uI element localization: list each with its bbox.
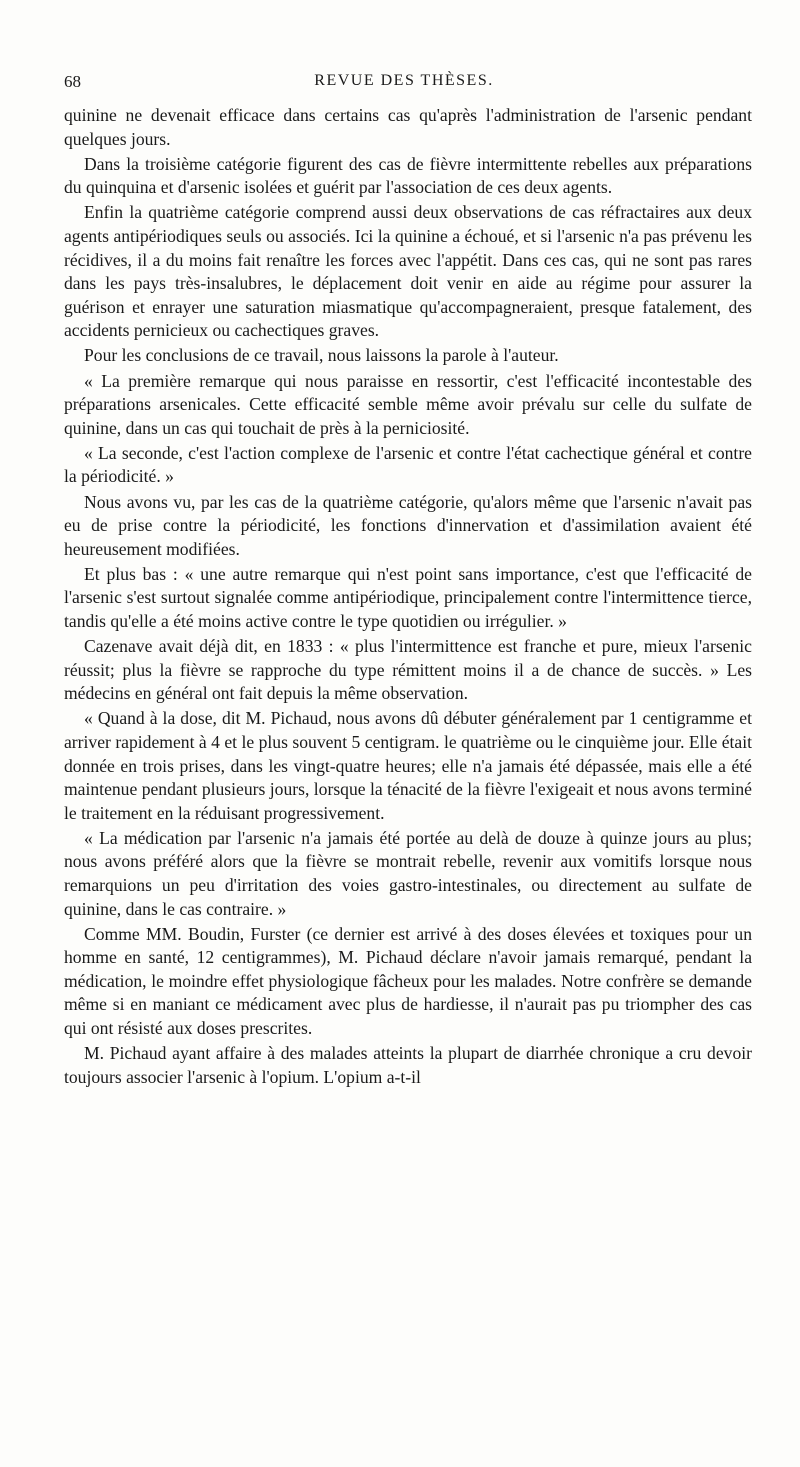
paragraph: Nous avons vu, par les cas de la quatrième catégorie, qu'alors même que l'arsenic n'avait pas eu de prise contre la périodicité, les fonctions d'innervation et d'assimilation avaient été heureusement modifiées.: [64, 491, 752, 559]
paragraph: Enfin la quatrième catégorie comprend aussi deux observations de cas réfractaires aux deux agents antipériodiques seuls ou associés. Ici la quinine a échoué, et si l'arsenic n'a pas prévenu les récidives, il a du moins fait renaître les forces avec l'appétit. Dans ces cas, qui ne sont pas rares dans les pays très-insalubres, le déplacement doit venir en aide au régime pour assurer la guérison et enrayer une saturation miasmatique qu'accompagneraient, presque fatalement, des accidents pernicieux ou cachectiques graves.: [64, 202, 752, 341]
paragraph: Dans la troisième catégorie figurent des cas de fièvre intermittente rebelles aux préparations du quinquina et d'arsenic isolées et guérit par l'association de ces deux agents.: [64, 153, 752, 198]
paragraph: M. Pichaud ayant affaire à des malades atteints la plupart de diarrhée chronique a cru devoir toujours associer l'arsenic à l'opium. L'opium a-t-il: [64, 1043, 752, 1087]
paragraph: « Quand à la dose, dit M. Pichaud, nous avons dû débuter généralement par 1 centigramme et arriver rapidement à 4 et le plus souvent 5 centigram. le quatrième ou le cinquième jour. Elle était donnée en trois prises, dans les vingt-quatre heures; elle n'a jamais été dépassée, mais elle a été maintenue pendant plusieurs jours, lorsque la ténacité de la fièvre l'exigeait et nous avons terminé le traitement en la réduisant progressivement.: [64, 708, 752, 823]
paragraph: quinine ne devenait efficace dans certains cas qu'après l'administration de l'arsenic pendant quelques jours.: [64, 105, 752, 149]
running-title: REVUE DES THÈSES.: [314, 72, 494, 89]
paragraph: « La première remarque qui nous paraisse en ressortir, c'est l'efficacité incontestable des préparations arsenicales. Cette efficacité semble même avoir prévalu sur celle du sulfate de quinine, dans un cas qui touchait de près à la perniciosité.: [64, 370, 752, 438]
paragraph: Pour les conclusions de ce travail, nous laissons la parole à l'auteur.: [84, 345, 559, 366]
paragraph: Comme MM. Boudin, Furster (ce dernier est arrivé à des doses élevées et toxiques pour un homme en santé, 12 centigrammes), M. Pichaud déclare n'avoir jamais remarqué, pendant la médication, le moindre effet physiologique fâcheux pour les malades. Notre confrère se demande même si en maniant ce médicament avec plus de hardiesse, il n'aurait pas pu triompher des cas qui ont résisté aux doses prescrites.: [64, 923, 752, 1039]
running-head: [64, 72, 744, 98]
paragraph: « La seconde, c'est l'action complexe de l'arsenic et contre l'état cachectique général et contre la périodicité. »: [64, 442, 752, 487]
paragraph: Cazenave avait déjà dit, en 1833 : « plus l'intermittence est franche et pure, mieux l'arsenic réussit; plus la fièvre se rapproche du type rémittent moins il a de chance de succès. » Les médecins en général ont fait depuis la même observation.: [64, 636, 752, 704]
body-text: [64, 104, 752, 1091]
paragraph: « La médication par l'arsenic n'a jamais été portée au delà de douze à quinze jours au plus; nous avons préféré alors que la fièvre se montrait rebelle, revenir aux vomitifs lorsque nous remarquions un peu d'irritation des voies gastro-intestinales, ou directement au sulfate de quinine, dans le cas contraire. »: [64, 827, 752, 919]
page-number: 68: [64, 72, 81, 91]
paragraph: Et plus bas : « une autre remarque qui n'est point sans importance, c'est que l'efficacité de l'arsenic s'est surtout signalée comme antipériodique, principalement contre l'intermittence tierce, tandis qu'elle a été moins active contre le type quotidien ou irrégulier. »: [64, 563, 752, 631]
